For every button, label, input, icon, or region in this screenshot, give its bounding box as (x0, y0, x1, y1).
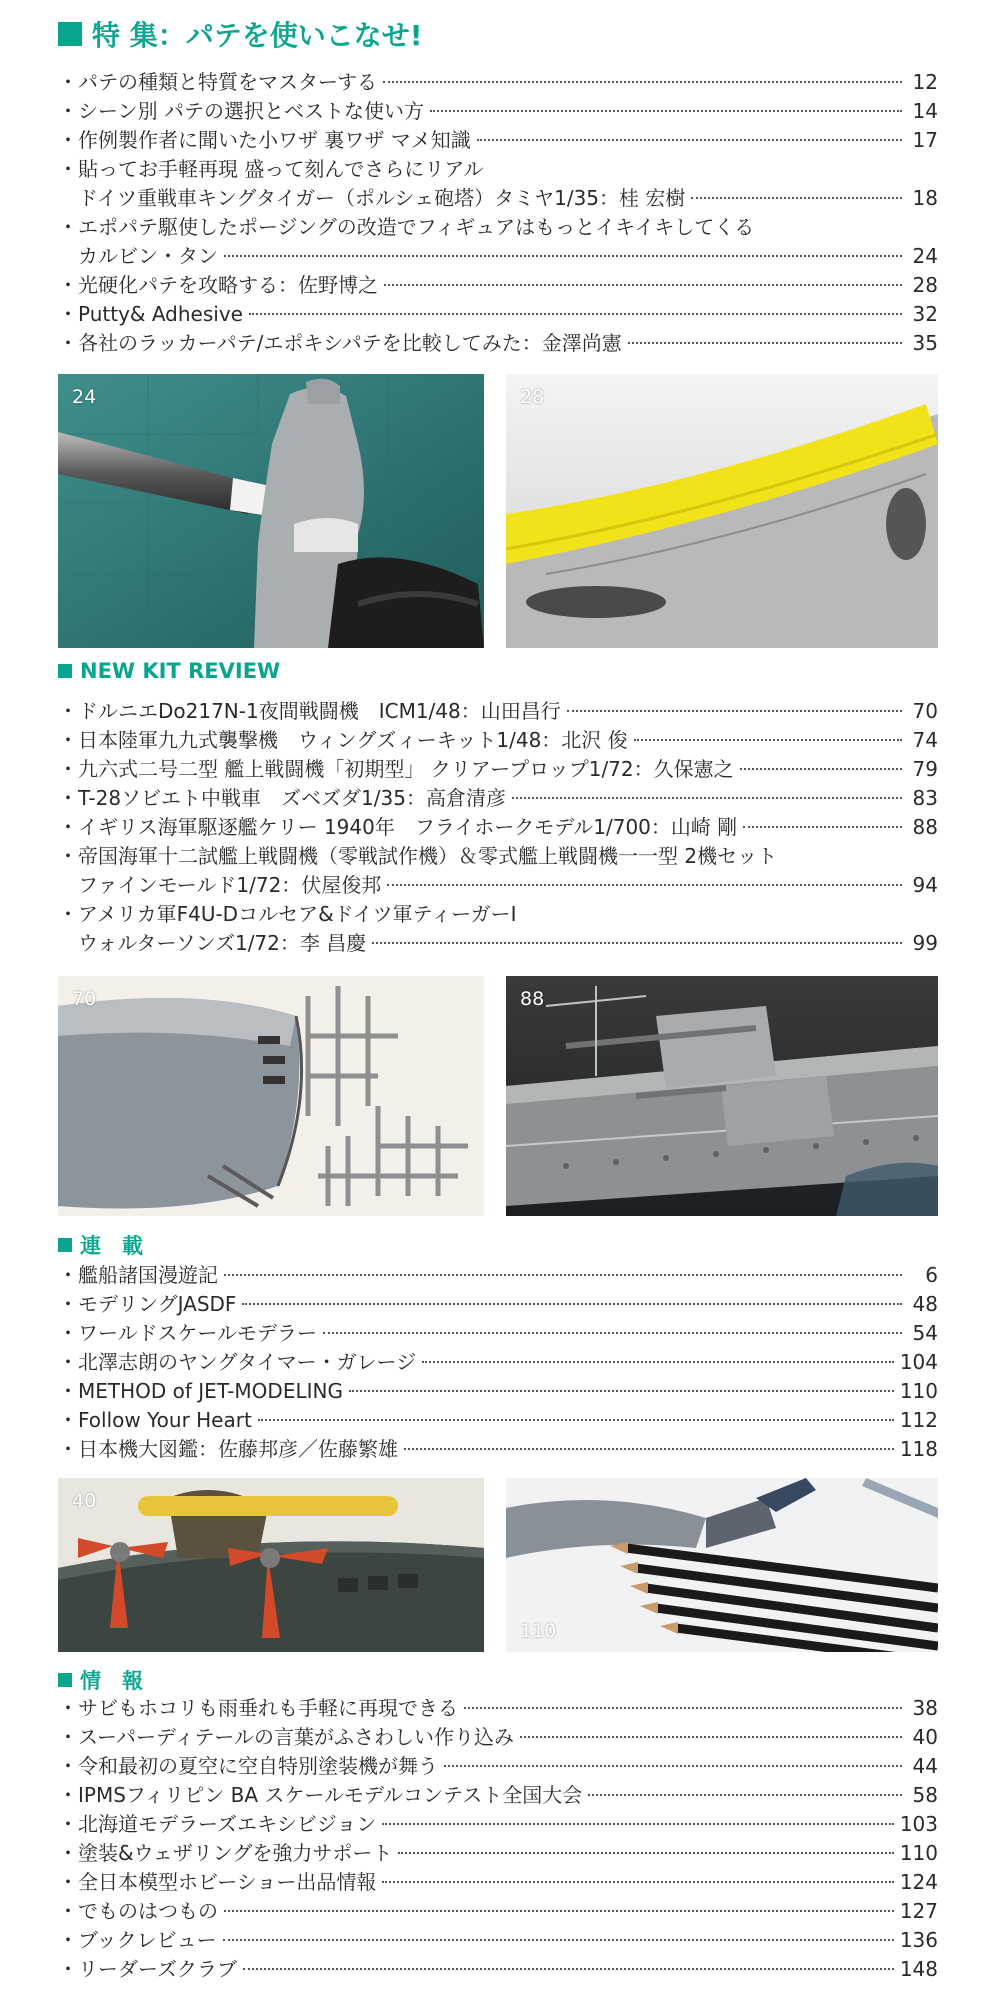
heading-square-icon (58, 664, 72, 678)
toc-page-number: 12 (912, 70, 938, 94)
toc-page-number: 124 (899, 1870, 938, 1894)
toc-entry[interactable] (58, 900, 938, 958)
dot-leader (242, 1303, 902, 1305)
toc-page-number: 110 (899, 1379, 938, 1403)
bomber-propeller-image (58, 1478, 484, 1652)
dot-leader (477, 139, 902, 141)
dot-leader (444, 1765, 902, 1767)
toc-page-number: 136 (899, 1928, 938, 1952)
toc-entry-title: ファインモールド1/72：伏屋俊邦 (78, 873, 382, 897)
toc-page-number: 38 (912, 1696, 938, 1720)
pencils-and-jet-image (506, 1478, 938, 1652)
toc-entry-title: ・パテの種類と特質をマスターする (58, 70, 377, 94)
dot-leader (398, 1852, 893, 1854)
toc-entry[interactable] (58, 155, 938, 213)
toc-entry-title: ・でものはつもの (58, 1899, 218, 1923)
toc-entry-title: ・アメリカ軍F4U-Dコルセア&ドイツ軍ティーガーI (58, 902, 517, 926)
toc-page-number: 54 (912, 1321, 938, 1345)
toc-page-number: 17 (912, 128, 938, 152)
toc-page-number: 103 (899, 1812, 938, 1836)
toc-page-number: 35 (912, 331, 938, 355)
dot-leader (740, 768, 902, 770)
toc-entry[interactable] (58, 1781, 938, 1810)
toc-entry-title: ・イギリス海軍駆逐艦ケリー 1940年 フライホークモデル1/700：山崎 剛 (58, 815, 738, 839)
info-toc (58, 1694, 938, 1984)
toc-entry[interactable] (58, 1694, 938, 1723)
photo-page-number: 40 (72, 1490, 97, 1512)
toc-entry-title: ・ドルニエDo217N-1夜間戦闘機 ICM1/48：山田昌行 (58, 699, 561, 723)
toc-entry-title: ・北澤志朗のヤングタイマー・ガレージ (58, 1350, 417, 1374)
dot-leader (520, 1736, 902, 1738)
toc-page-number: 18 (912, 186, 938, 210)
dot-leader (588, 1794, 902, 1796)
toc-entry[interactable] (58, 1435, 938, 1464)
toc-entry[interactable] (58, 755, 938, 784)
toc-page-number: 24 (912, 244, 938, 268)
toc-entry[interactable] (58, 813, 938, 842)
photo-page-number: 70 (72, 988, 97, 1010)
toc-entry[interactable] (58, 1868, 938, 1897)
dot-leader (430, 110, 902, 112)
toc-entry[interactable] (58, 1839, 938, 1868)
dot-leader (691, 197, 902, 199)
figure-sculpting-image (58, 374, 484, 648)
toc-page-number: 48 (912, 1292, 938, 1316)
toc-page-number: 104 (899, 1350, 938, 1374)
toc-entry-title: ・モデリングJASDF (58, 1292, 237, 1316)
toc-entry[interactable] (58, 68, 938, 97)
review-heading (58, 659, 280, 683)
toc-entry[interactable] (58, 726, 938, 755)
dot-leader (224, 1910, 894, 1912)
toc-entry-title: カルビン・タン (78, 244, 218, 268)
toc-page-number: 70 (912, 699, 938, 723)
photo-page-number: 110 (520, 1620, 557, 1642)
toc-page-number: 88 (912, 815, 938, 839)
toc-entry-title: ・日本機大図鑑：佐藤邦彦／佐藤繁雄 (58, 1437, 398, 1461)
toc-page-number: 112 (899, 1408, 938, 1432)
serial-title: 連 載 (80, 1234, 143, 1258)
toc-entry-title: ・各社のラッカーパテ/エポキシパテを比較してみた：金澤尚憲 (58, 331, 622, 355)
photo-bomber (58, 1478, 484, 1652)
toc-page-number: 74 (912, 728, 938, 752)
toc-page-number: 79 (912, 757, 938, 781)
toc-entry-title: ・光硬化パテを攻略する：佐野博之 (58, 273, 378, 297)
toc-page-number: 28 (912, 273, 938, 297)
heading-square-icon (58, 1673, 72, 1687)
toc-entry-title: ・ブックレビュー (58, 1928, 217, 1952)
dot-leader (224, 1274, 902, 1276)
toc-entry-title: ・シーン別 パテの選択とベストな使い方 (58, 99, 424, 123)
toc-entry[interactable] (58, 1723, 938, 1752)
toc-page-number: 14 (912, 99, 938, 123)
dot-leader (224, 255, 902, 257)
toc-page-number: 83 (912, 786, 938, 810)
dot-leader (384, 284, 902, 286)
dot-leader (512, 797, 902, 799)
toc-page-number: 58 (912, 1783, 938, 1807)
toc-entry-title: ・サビもホコリも雨垂れも手軽に再現できる (58, 1696, 458, 1720)
toc-entry-title: ・リーダーズクラブ (58, 1957, 237, 1981)
toc-entry-title: ドイツ重戦車キングタイガー（ポルシェ砲塔）タミヤ1/35：桂 宏樹 (78, 186, 686, 210)
heading-square-icon (58, 1238, 72, 1252)
toc-entry-title: ・令和最初の夏空に空自特別塗装機が舞う (58, 1754, 438, 1778)
toc-page-number: 44 (912, 1754, 938, 1778)
photo-aircraft (58, 976, 484, 1216)
info-heading (58, 1665, 143, 1695)
toc-entry-title: ・作例製作者に聞いた小ワザ 裏ワザ マメ知識 (58, 128, 471, 152)
serial-toc (58, 1261, 938, 1464)
toc-entry-title: ・帝国海軍十二試艦上戦闘機（零戦試作機）＆零式艦上戦闘機一一型 2機セット (58, 844, 778, 868)
toc-entry-title: ウォルターソンズ1/72：李 昌慶 (78, 931, 367, 955)
photo-figure (58, 374, 484, 648)
toc-entry[interactable] (58, 329, 938, 358)
toc-entry-title: ・METHOD of JET-MODELING (58, 1379, 343, 1403)
toc-entry[interactable] (58, 126, 938, 155)
toc-entry-title: ・Follow Your Heart (58, 1408, 252, 1432)
toc-entry-title: ・北海道モデラーズエキシビジョン (58, 1812, 377, 1836)
dot-leader (243, 1968, 894, 1970)
toc-entry-title: ・スーパーディテールの言葉がふさわしい作り込み (58, 1725, 514, 1749)
toc-entry[interactable] (58, 1319, 938, 1348)
dot-leader (258, 1419, 894, 1421)
toc-entry[interactable] (58, 97, 938, 126)
toc-entry[interactable] (58, 1290, 938, 1319)
dot-leader (323, 1332, 902, 1334)
photo-ship (506, 976, 938, 1216)
dot-leader (372, 942, 902, 944)
toc-entry-title: ・T-28ソビエト中戦車 ズベズダ1/35：高倉清彦 (58, 786, 506, 810)
toc-entry-title: ・ワールドスケールモデラー (58, 1321, 317, 1345)
review-toc (58, 697, 938, 958)
yellow-putty-image (506, 374, 938, 648)
toc-entry[interactable] (58, 697, 938, 726)
toc-entry-title: ・全日本模型ホビーショー出品情報 (58, 1870, 377, 1894)
toc-entry[interactable] (58, 1752, 938, 1781)
feature-toc (58, 68, 938, 358)
toc-page-number: 127 (899, 1899, 938, 1923)
dot-leader (464, 1707, 902, 1709)
feature-title: 特 集：パテを使いこなせ! (92, 19, 423, 52)
toc-entry-title: ・九六式二号二型 艦上戦闘機「初期型」 クリアープロップ1/72：久保憲之 (58, 757, 734, 781)
toc-page-number: 118 (899, 1437, 938, 1461)
toc-entry[interactable] (58, 1406, 938, 1435)
toc-entry[interactable] (58, 1377, 938, 1406)
toc-page-number: 32 (912, 302, 938, 326)
toc-entry[interactable] (58, 271, 938, 300)
toc-entry-title: ・Putty& Adhesive (58, 302, 243, 326)
toc-entry-title: ・艦船諸国漫遊記 (58, 1263, 218, 1287)
toc-entry-title: ・塗装&ウェザリングを強力サポート (58, 1841, 393, 1865)
photo-putty-yellow (506, 374, 938, 648)
toc-entry[interactable] (58, 842, 938, 900)
dot-leader (634, 739, 902, 741)
dot-leader (382, 1881, 893, 1883)
review-title: NEW KIT REVIEW (80, 659, 281, 683)
dot-leader (404, 1448, 894, 1450)
dot-leader (567, 710, 902, 712)
toc-entry[interactable] (58, 1926, 938, 1955)
toc-entry[interactable] (58, 784, 938, 813)
toc-entry[interactable] (58, 1955, 938, 1984)
dot-leader (422, 1361, 894, 1363)
heading-square-icon (58, 22, 82, 46)
dot-leader (223, 1939, 894, 1941)
toc-page-number: 110 (899, 1841, 938, 1865)
dot-leader (382, 1823, 893, 1825)
toc-entry[interactable] (58, 213, 938, 271)
toc-page-number: 148 (899, 1957, 938, 1981)
toc-entry[interactable] (58, 1348, 938, 1377)
dot-leader (249, 313, 902, 315)
dot-leader (383, 81, 902, 83)
toc-entry[interactable] (58, 1810, 938, 1839)
toc-entry[interactable] (58, 1261, 938, 1290)
info-title: 情 報 (80, 1669, 143, 1693)
dot-leader (628, 342, 902, 344)
photo-page-number: 28 (520, 386, 545, 408)
photo-page-number: 24 (72, 386, 97, 408)
toc-page-number: 99 (912, 931, 938, 955)
toc-entry[interactable] (58, 1897, 938, 1926)
toc-page-number: 6 (925, 1263, 938, 1287)
feature-heading (58, 14, 423, 54)
toc-entry-title: ・IPMSフィリピン BA スケールモデルコンテスト全国大会 (58, 1783, 583, 1807)
destroyer-model-image (506, 976, 938, 1216)
photo-pencils (506, 1478, 938, 1652)
toc-entry-title: ・貼ってお手軽再現 盛って刻んでさらにリアル (58, 157, 484, 181)
dot-leader (743, 826, 902, 828)
toc-entry-title: ・エポパテ駆使したポージングの改造でフィギュアはもっとイキイキしてくる (58, 215, 755, 239)
serial-heading (58, 1230, 143, 1260)
toc-page-number: 94 (912, 873, 938, 897)
dot-leader (349, 1390, 894, 1392)
toc-page-number: 40 (912, 1725, 938, 1749)
aircraft-nose-image (58, 976, 484, 1216)
photo-page-number: 88 (520, 988, 545, 1010)
dot-leader (387, 884, 902, 886)
toc-entry[interactable] (58, 300, 938, 329)
toc-entry-title: ・日本陸軍九九式襲撃機 ウィングズィーキット1/48：北沢 俊 (58, 728, 628, 752)
